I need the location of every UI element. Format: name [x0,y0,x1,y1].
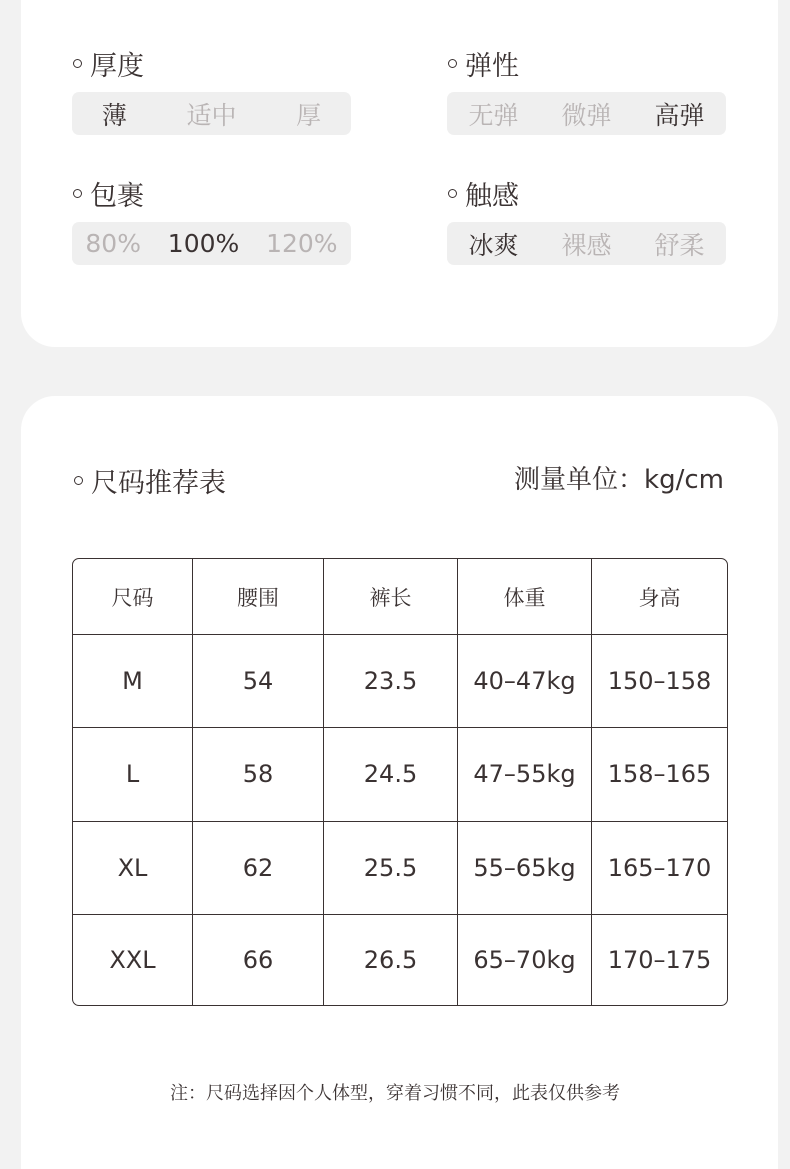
cell-weight: 47–55kg [458,728,592,821]
option-80: 80% [85,229,141,258]
bullet-icon [73,189,82,198]
attr-elasticity-options [447,92,726,135]
bullet-icon [73,59,82,68]
bullet-icon [448,189,457,198]
attr-touch-title [447,173,726,213]
attr-thickness [72,43,351,135]
header-height: 身高 [592,559,727,635]
cell-size: XXL [73,915,193,1005]
option-thick: 厚 [296,100,322,130]
cell-waist: 62 [193,822,324,915]
bullet-icon [448,59,457,68]
option-cool: 冰爽 [468,230,519,260]
cell-height: 165–170 [592,822,727,915]
attr-elasticity [447,43,726,135]
attr-title-text: 弹性 [465,50,519,82]
cell-height: 170–175 [607,945,712,974]
attr-thickness-options [72,92,351,135]
option-medium: 适中 [186,100,237,130]
cell-weight: 40–47kg [458,635,592,728]
option-100: 100% [167,229,240,258]
attr-touch [447,173,726,265]
bullet-icon [74,476,83,485]
cell-weight: 55–65kg [458,822,592,915]
cell-size: L [73,728,193,821]
table-row [73,915,727,1005]
header-weight: 体重 [458,559,592,635]
option-soft: 舒柔 [654,230,705,260]
cell-length: 26.5 [324,915,458,1005]
cell-size: M [73,635,193,728]
table-header-row [73,559,727,635]
header-size: 尺码 [73,559,193,635]
option-120: 120% [266,229,338,258]
attr-wrap [72,173,351,265]
table-row [73,822,727,915]
size-chart-title-text: 尺码推荐表 [91,467,226,499]
cell-weight: 65–70kg [458,915,592,1005]
attr-title-text: 包裹 [90,180,144,212]
size-chart-title [73,460,226,500]
option-high-stretch: 高弹 [654,100,705,130]
cell-length: 23.5 [324,635,458,728]
cell-waist: 54 [193,635,324,728]
header-length: 裤长 [324,559,458,635]
table-row [73,635,727,728]
attr-elasticity-title [447,43,726,83]
attr-title-text: 触感 [465,180,519,212]
size-table [72,558,728,1006]
cell-waist: 66 [193,915,324,1005]
table-row [73,728,727,821]
cell-height: 158–165 [592,728,727,821]
option-thin: 薄 [101,100,127,130]
header-waist: 腰围 [193,559,324,635]
option-no-stretch: 无弹 [468,100,519,130]
cell-height: 150–158 [592,635,727,728]
cell-waist: 58 [193,728,324,821]
attr-wrap-options [72,222,351,265]
option-slight-stretch: 微弹 [561,100,612,130]
cell-length: 24.5 [324,728,458,821]
attr-touch-options [447,222,726,265]
attr-thickness-title [72,43,351,83]
cell-size: XL [73,822,193,915]
cell-length: 25.5 [324,822,458,915]
attr-wrap-title [72,173,351,213]
measurement-unit: 测量单位：kg/cm [514,465,724,495]
attr-title-text: 厚度 [90,50,144,82]
option-bare: 裸感 [561,230,612,260]
size-chart-note: 注：尺码选择因个人体型，穿着习惯不同，此表仅供参考 [170,1083,620,1104]
